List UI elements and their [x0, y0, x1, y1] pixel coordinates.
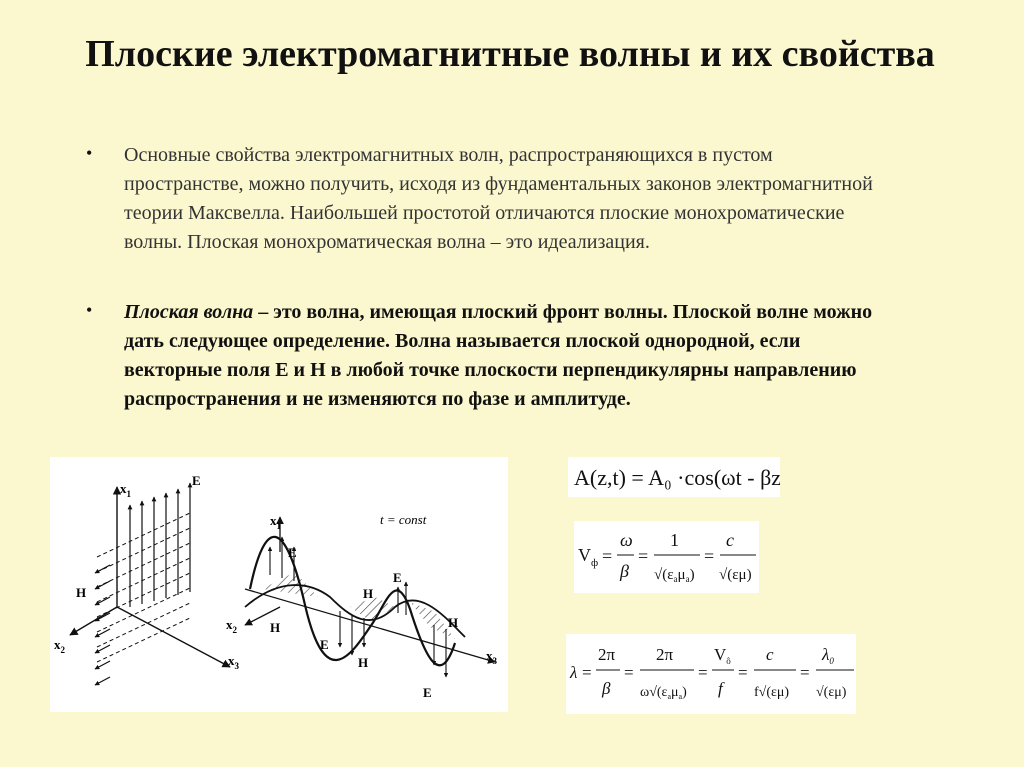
svg-text:=: = [698, 663, 708, 682]
f3-t4-den: f√(εμ) [754, 685, 790, 700]
svg-text:=: = [582, 663, 592, 682]
f2-lhs: $V_ф$ [578, 545, 599, 569]
label-E-3: E [393, 570, 402, 585]
svg-text:=: = [800, 663, 810, 682]
svg-text:=: = [602, 546, 613, 566]
label-E-1: E [288, 545, 297, 560]
svg-text:=: = [704, 546, 715, 566]
formula-phase-velocity [574, 521, 759, 593]
label-H-2: H [363, 586, 374, 601]
bullet-text-2 [124, 298, 884, 414]
axis-x3-label: $x_3$ [228, 653, 239, 671]
bullet-2-term: Плоская волна [124, 301, 254, 323]
label-H-left: H [76, 585, 87, 600]
bullet-marker-1: • [86, 143, 93, 163]
f3-t5-num: $\lambda_0$ [822, 645, 834, 666]
label-E-4: E [423, 685, 432, 700]
label-H-3: H [358, 655, 369, 670]
label-H-1: H [270, 620, 281, 635]
f3-t1-num: 2π [598, 645, 616, 664]
f2-t1-den: β [620, 561, 629, 581]
f3-lhs: λ [570, 663, 578, 682]
label-H-4: H [448, 615, 459, 630]
t-const-label: t = const [380, 512, 427, 527]
plane-wave-diagram [50, 457, 508, 712]
svg-text:=: = [738, 663, 748, 682]
bullet-2-definition: – это волна, имеющая плоский фронт волны. Плоской волне можно дать следующее определение. Волна называется плоской однородной, если векторные поля E и H в любой точке плоскости перпендикулярны направлению распространения и не изменяются по фазе и амплитуде. [124, 301, 873, 410]
f3-t2-num: 2π [656, 645, 674, 664]
axis-x2-label: $x_2$ [54, 637, 65, 655]
plane-wave-figure [50, 457, 508, 712]
formula-wave-equation [568, 457, 780, 497]
slide-title: Плоские электромагнитные волны и их свойства [85, 33, 935, 75]
f2-t2-den: $√(\varepsilon_a\mu_a)$ [654, 567, 695, 584]
field-planes [70, 483, 230, 685]
f3-t3-den: f [718, 679, 723, 698]
f3-t3-num: $V_ô$ [714, 645, 731, 666]
label-E-2: E [320, 637, 329, 652]
axis-x1-right-label: $x_1$ [270, 513, 281, 531]
axis-x2-right-label: $x_2$ [226, 617, 237, 635]
svg-text:=: = [638, 546, 649, 566]
f3-t5-den: √(εμ) [816, 685, 847, 700]
axis-x1-label: $x_1$ [120, 481, 131, 499]
label-E-left: E [192, 473, 201, 488]
bullet-marker-2: • [86, 300, 93, 320]
f2-t3-den: √(εμ) [719, 567, 752, 583]
f3-t1-den: β [602, 679, 611, 698]
svg-text:=: = [624, 663, 634, 682]
f2-t2-num: 1 [670, 530, 679, 550]
f2-t1-num: ω [620, 530, 633, 550]
f2-t3-num: c [726, 530, 734, 550]
axis-x3-right-label: $x_3$ [486, 648, 497, 666]
formula-wavelength [566, 634, 856, 714]
f3-t2-den: $\omega√(\varepsilon_a\mu_a)$ [640, 685, 687, 701]
f3-t4-num: c [766, 645, 774, 664]
formula-wave-equation-text: A(z,t) = A₀ ·cos(ωt - βz) [574, 465, 780, 490]
bullet-text-1: Основные свойства электромагнитных волн, распространяющихся в пустом пространстве, можно получить, исходя из фундаментальных законов электромагнитной теории Максвелла. Наибольшей простотой отличаются плоские монохроматические волны. Плоская монохроматическая волна – это идеализация. [124, 144, 873, 253]
